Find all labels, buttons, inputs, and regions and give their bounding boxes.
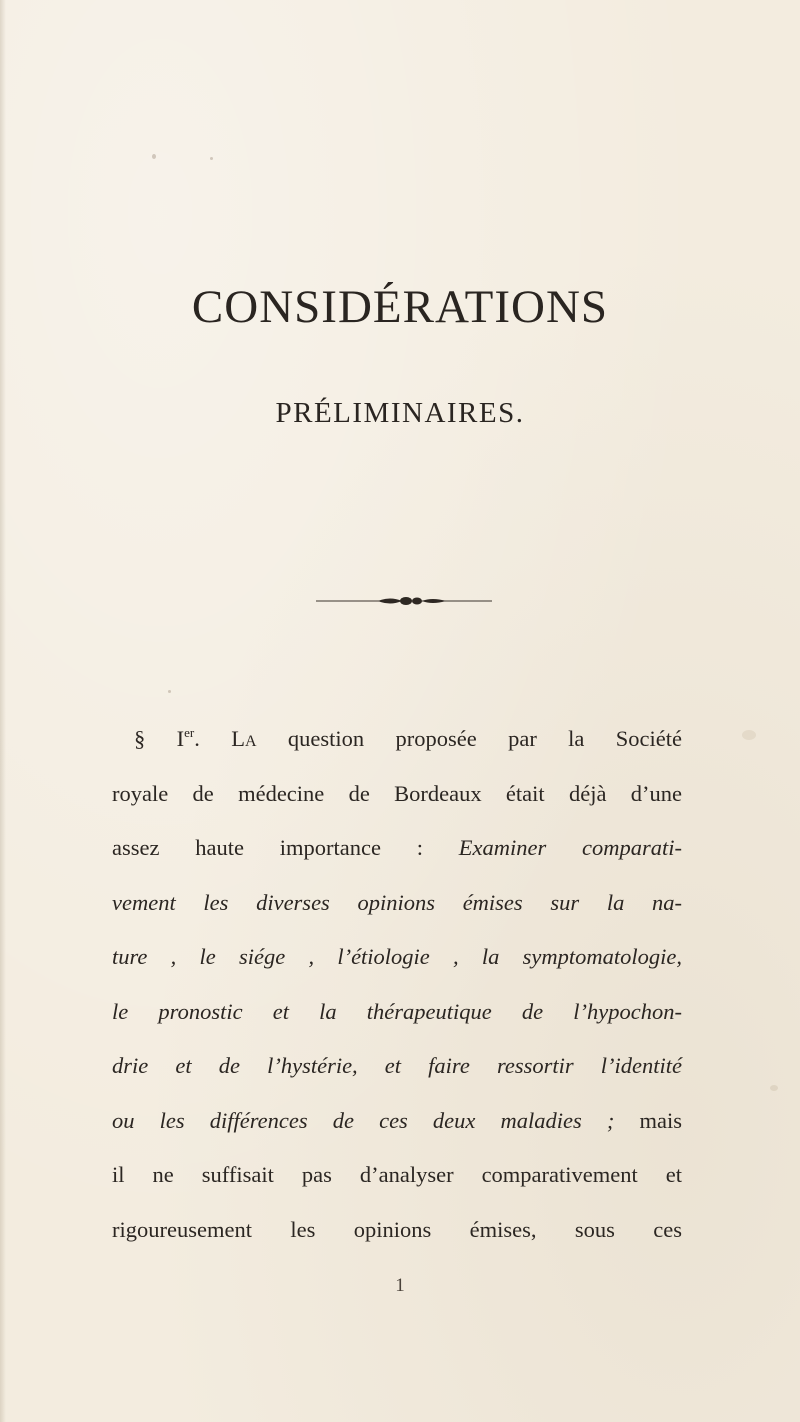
lead-word: La bbox=[231, 726, 257, 751]
text-line bbox=[112, 1148, 682, 1203]
text-line bbox=[112, 876, 682, 931]
line-6-italic: le pronostic et la thérapeutique de l’hypochon- bbox=[112, 998, 682, 1024]
line-1-text: question proposée par la Société bbox=[256, 726, 682, 751]
text-line bbox=[112, 1039, 682, 1094]
line-2-text: royale de médecine de Bordeaux était déjà d’une bbox=[112, 780, 682, 806]
line-8-text: mais bbox=[614, 1107, 683, 1133]
paper-speck bbox=[210, 157, 213, 160]
paper-speck bbox=[742, 730, 756, 740]
ornament-divider-icon bbox=[316, 594, 492, 608]
line-9-text: il ne suffisait pas d’analyser comparativement et bbox=[112, 1162, 682, 1187]
paper-speck bbox=[168, 690, 171, 693]
section-mark: § I bbox=[134, 726, 185, 751]
line-7-italic: drie et de l’hystérie, et faire ressortir l’identité bbox=[112, 1053, 682, 1078]
line-3-italic: Examiner comparati- bbox=[458, 835, 683, 860]
line-10-text: rigoureusement les opinions émises, sous ces bbox=[112, 1216, 682, 1242]
page-binding-shadow bbox=[0, 0, 6, 1422]
paper-speck bbox=[770, 1085, 778, 1091]
text-line bbox=[112, 985, 682, 1040]
line-8-italic: ou les différences de ces deux maladies ; bbox=[112, 1107, 615, 1133]
paper-speck bbox=[152, 154, 156, 159]
text-line bbox=[112, 1203, 682, 1258]
chapter-title: CONSIDÉRATIONS bbox=[191, 281, 609, 333]
text-line bbox=[112, 821, 682, 876]
line-3-text: assez haute importance : bbox=[112, 835, 459, 860]
section-body bbox=[112, 712, 682, 1257]
text-line: § Ier. La question proposée par la Société bbox=[134, 725, 682, 751]
chapter-subtitle: PRÉLIMINAIRES. bbox=[275, 397, 525, 429]
line-4-italic: vement les diverses opinions émises sur la na- bbox=[112, 889, 682, 915]
line-5-italic: ture , le siége , l’étiologie , la symptomatologie, bbox=[112, 944, 682, 969]
page-number: 1 bbox=[395, 1275, 405, 1296]
text-line bbox=[112, 767, 682, 822]
text-line bbox=[112, 1094, 682, 1149]
section-mark-superscript: er bbox=[184, 725, 195, 740]
text-line bbox=[112, 930, 682, 985]
